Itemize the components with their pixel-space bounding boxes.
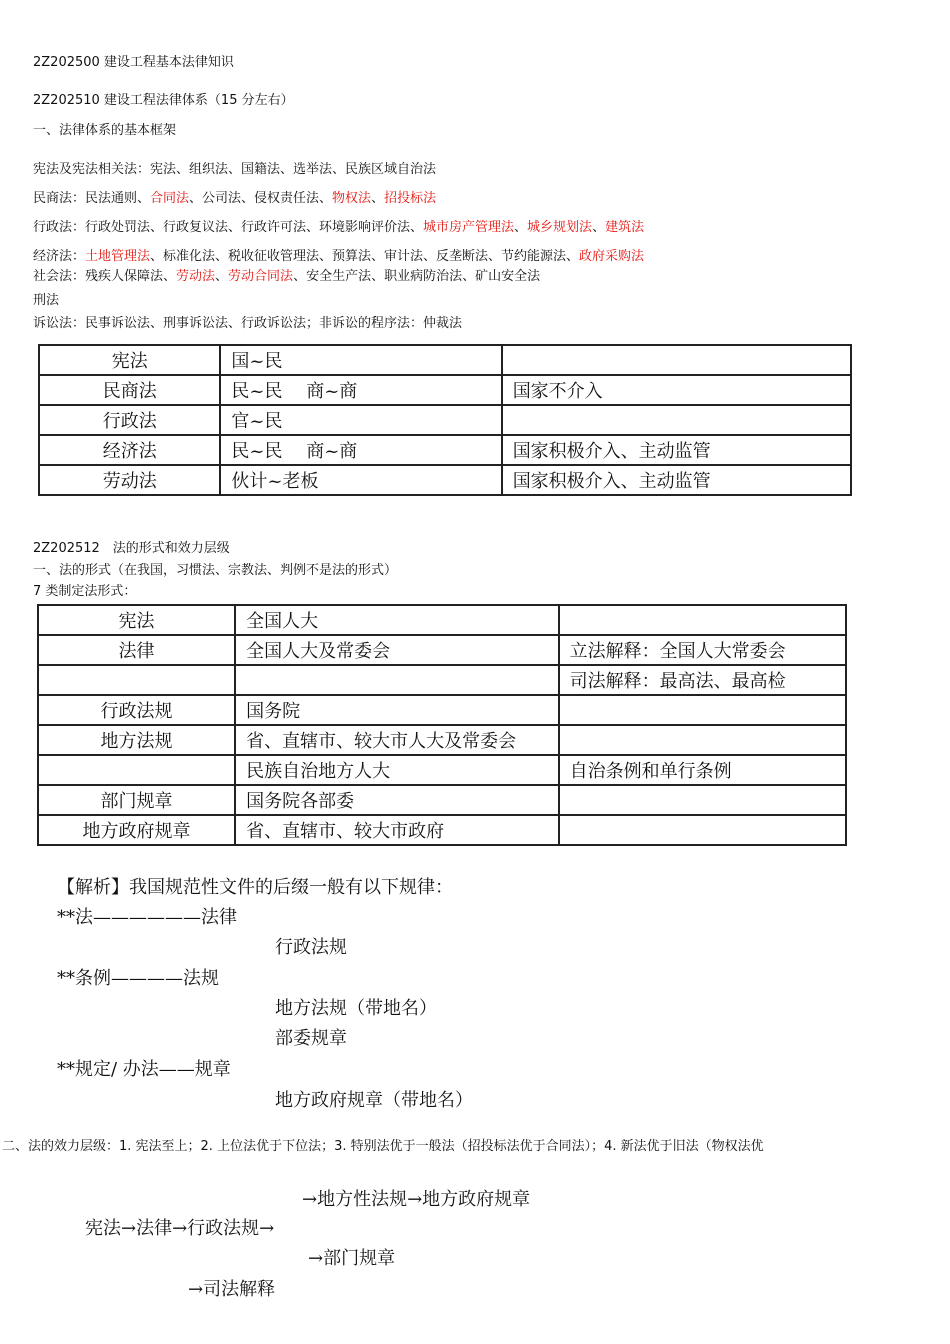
table-row: [38, 695, 846, 725]
highlighted-law-name: 物权法: [332, 191, 372, 206]
law-category-line: [33, 269, 540, 285]
table-cell: [559, 695, 846, 725]
table-row: [39, 405, 851, 435]
law-text: 民商法：民法通则、: [33, 191, 151, 206]
table-cell: 立法解释：全国人大常委会: [559, 635, 846, 665]
table-cell: 伙计~老板: [220, 465, 501, 495]
heading-section: 2Z202510 建设工程法律体系（15 分左右）: [33, 93, 294, 108]
section-title-effect-hierarchy: 二、法的效力层级：1. 宪法至上；2. 上位法优于下位法；3. 特别法优于一般法（招投标法优于合同法）；4. 新法优于旧法（物权法优: [2, 1139, 764, 1154]
table-cell: 民~民 商~商: [220, 435, 501, 465]
law-category-table: [38, 344, 852, 496]
law-category-line: [33, 162, 436, 178]
highlighted-law-name: 土地管理法: [85, 249, 151, 264]
hierarchy-branch-local: →地方性法规→地方政府规章: [302, 1189, 531, 1210]
table-cell: 全国人大: [235, 605, 559, 635]
section-title-law-forms: 一、法的形式（在我国，习惯法、宗教法、判例不是法的形式）: [33, 563, 398, 578]
law-forms-table: [37, 604, 847, 846]
table-cell: 宪法: [39, 345, 220, 375]
highlighted-law-name: 招投标法: [384, 191, 437, 206]
law-text: 经济法：: [33, 249, 86, 264]
table-row: [39, 375, 851, 405]
table-row: [38, 755, 846, 785]
analysis-item-ministry-rule: 部委规章: [275, 1028, 347, 1049]
table-cell: 省、直辖市、较大市政府: [235, 815, 559, 845]
table-cell: 劳动法: [39, 465, 220, 495]
table-row: [39, 345, 851, 375]
table-cell: 国家不介入: [502, 375, 851, 405]
law-text: 社会法：残疾人保障法、: [33, 269, 177, 284]
hierarchy-branch-ministry: →部门规章: [308, 1248, 396, 1269]
highlighted-law-name: 建筑法: [605, 220, 645, 235]
table-cell: 部门规章: [38, 785, 235, 815]
table-cell: [502, 405, 851, 435]
table-cell: 行政法规: [38, 695, 235, 725]
table-cell: 国务院: [235, 695, 559, 725]
table-cell: 国~民: [220, 345, 501, 375]
highlighted-law-name: 政府采购法: [579, 249, 645, 264]
table-cell: [559, 815, 846, 845]
heading-law-forms: 2Z202512 法的形式和效力层级: [33, 541, 230, 556]
table-cell: 民~民 商~商: [220, 375, 501, 405]
law-text: 、: [514, 220, 528, 235]
hierarchy-main-chain: 宪法→法律→行政法规→: [85, 1218, 275, 1239]
table-row: [38, 605, 846, 635]
law-category-line: [33, 249, 644, 265]
law-text: 宪法及宪法相关法：宪法、组织法、国籍法、选举法、民族区域自治法: [33, 162, 437, 177]
section-title-framework: 一、法律体系的基本框架: [33, 123, 177, 138]
table-row: [38, 635, 846, 665]
table-row: [39, 435, 851, 465]
analysis-rule-rules: **规定/ 办法——规章: [57, 1059, 231, 1080]
table-cell: 国家积极介入、主动监管: [502, 435, 851, 465]
law-text: 、: [215, 269, 229, 284]
law-text: 、安全生产法、职业病防治法、矿山安全法: [293, 269, 541, 284]
table-row: [38, 725, 846, 755]
table-cell: [38, 755, 235, 785]
analysis-item-local-gov-rule: 地方政府规章（带地名）: [275, 1090, 473, 1111]
table-cell: 地方法规: [38, 725, 235, 755]
law-text: 刑法: [33, 293, 60, 308]
table-cell: 全国人大及常委会: [235, 635, 559, 665]
table-cell: 省、直辖市、较大市人大及常委会: [235, 725, 559, 755]
analysis-title: 【解析】我国规范性文件的后缀一般有以下规律：: [57, 877, 453, 898]
table-cell: [559, 725, 846, 755]
table-cell: 民族自治地方人大: [235, 755, 559, 785]
table-cell: 法律: [38, 635, 235, 665]
highlighted-law-name: 劳动合同法: [228, 269, 294, 284]
highlighted-law-name: 城市房产管理法: [423, 220, 515, 235]
table-cell: 司法解释：最高法、最高检: [559, 665, 846, 695]
analysis-item-local-regulation: 地方法规（带地名）: [275, 998, 437, 1019]
table-row: [39, 465, 851, 495]
law-text: 行政法：行政处罚法、行政复议法、行政许可法、环境影响评价法、: [33, 220, 424, 235]
law-category-line: [33, 293, 59, 309]
table-cell: 国家积极介入、主动监管: [502, 465, 851, 495]
table-cell: 官~民: [220, 405, 501, 435]
heading-chapter: 2Z202500 建设工程基本法律知识: [33, 55, 234, 70]
highlighted-law-name: 城乡规划法: [527, 220, 593, 235]
law-text: 诉讼法：民事诉讼法、刑事诉讼法、行政诉讼法；非诉讼的程序法：仲裁法: [33, 316, 463, 331]
analysis-item-admin-regulation: 行政法规: [275, 937, 347, 958]
table-row: [38, 785, 846, 815]
table-cell: 地方政府规章: [38, 815, 235, 845]
law-text: 、公司法、侵权责任法、: [189, 191, 333, 206]
table-row: [38, 815, 846, 845]
hierarchy-branch-judicial: →司法解释: [188, 1279, 276, 1300]
table-cell: 经济法: [39, 435, 220, 465]
analysis-rule-law: **法——————法律: [57, 907, 237, 928]
table-cell: [235, 665, 559, 695]
law-text: 、: [592, 220, 606, 235]
table-cell: 民商法: [39, 375, 220, 405]
table-cell: 宪法: [38, 605, 235, 635]
law-category-line: [33, 220, 644, 236]
table-row: [38, 665, 846, 695]
table-cell: [502, 345, 851, 375]
table-cell: [38, 665, 235, 695]
table-cell: 国务院各部委: [235, 785, 559, 815]
law-text: 、: [371, 191, 385, 206]
table-cell: [559, 605, 846, 635]
highlighted-law-name: 合同法: [150, 191, 190, 206]
table-cell: [559, 785, 846, 815]
law-category-line: [33, 191, 436, 207]
law-category-line: [33, 316, 462, 332]
table-cell: 自治条例和单行条例: [559, 755, 846, 785]
highlighted-law-name: 劳动法: [176, 269, 216, 284]
law-text: 、标准化法、税收征收管理法、预算法、审计法、反垄断法、节约能源法、: [150, 249, 580, 264]
analysis-rule-regulation: **条例————法规: [57, 968, 219, 989]
table-cell: 行政法: [39, 405, 220, 435]
section-subtitle-law-types: 7 类制定法形式：: [33, 584, 137, 599]
